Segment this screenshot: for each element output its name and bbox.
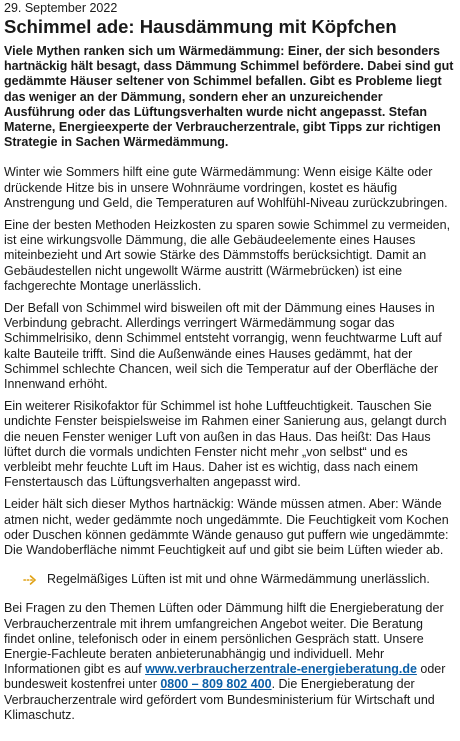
article-title: Schimmel ade: Hausdämmung mit Köpfchen: [4, 16, 397, 37]
website-link[interactable]: www.verbraucherzentrale-energieberatung.de: [145, 662, 417, 677]
paragraph: Eine der besten Methoden Heizkosten zu sparen sowie Schimmel zu vermeiden, ist eine wirkungsvolle Dämmung, die alle Gebäudeelemente eines Hauses miteinbezieht und Art sowie Stärke des Dämmstoffs berücksichtigt. Damit an Gebäudestellen nicht ungewollt Wärme austritt (Wärmebrücken) ist eine fachgerechte Montage unerlässlich.: [4, 218, 451, 293]
phone-link[interactable]: 0800 – 809 802 400: [160, 677, 272, 692]
paragraph: Leider hält sich dieser Mythos hartnäckig: Wände müssen atmen. Aber: Wände atmen nicht, weder gedämmte noch ungedämmte. Die Feuchtigkeit vom Kochen oder Duschen können gedämmte Wände genauso gut puffern wie ungedämmte: Die Wandoberfläche nimmt Feuchtigkeit auf und gibt sie beim Lüften wieder ab.: [4, 497, 449, 558]
closing-text: . Die Energieberatung der Verbraucherzentrale wird gefördert vom Bundesministerium für Wirtschaft und Klimaschutz.: [4, 677, 435, 722]
closing-paragraph: [4, 601, 454, 723]
article-date: 29. September 2022: [4, 1, 118, 15]
tip-callout: [23, 572, 454, 587]
paragraph: Der Befall von Schimmel wird bisweilen oft mit der Dämmung eines Hauses in Verbindung gebracht. Allerdings verringert Wärmedämmung sogar das Schimmelrisiko, denn Schimmel entsteht vorrangig, wenn feuchtwarme Luft auf kalte Bauteile trifft. Sind die Außenwände eines Hauses gedämmt, hat der Schimmel schlechte Chancen, weil sich die Temperatur auf der Oberfläche der Innenwand erhöht.: [4, 301, 442, 392]
paragraph: Ein weiterer Risikofaktor für Schimmel ist hohe Luftfeuchtigkeit. Tauschen Sie undichte Fenster beispielsweise im Rahmen einer Sanierung aus, gelangt durch die neuen Fenster weniger Luft von außen in das Haus. Das heißt: Das Haus lüftet durch die vormals undichten Fenster nicht mehr „von selbst“ und es verbleibt mehr feuchte Luft im Haus. Daher ist es wichtig, dass nach einem Fenstertausch das Lüftungsverhalten angepasst wird.: [4, 399, 447, 490]
closing-text: oder bundesweit kostenfrei unter: [4, 662, 446, 692]
paragraph: Winter wie Sommers hilft eine gute Wärmedämmung: Wenn eisige Kälte oder drückende Hitze bis in unsere Wohnräume vordringen, kostet es häufig Anstrengung und Geld, die Temperaturen auf Wohlfühl-Niveau zurückzubringen.: [4, 165, 448, 210]
article-lead: Viele Mythen ranken sich um Wärmedämmung: Einer, der sich besonders hartnäckig hält besagt, dass Dämmung Schimmel befördere. Dabei sind gut gedämmte Häuser seltener von Schimmel befallen. Gibt es Probleme liegt das weniger an der Dämmung, sondern eher an unzureichender Ausführung oder das Lüftungsverhalten wurde nicht angepasst. Stefan Materne, Energieexperte der Verbraucherzentrale, gibt Tipps zur richtigen Strategie in Sachen Wärmedämmung.: [4, 44, 454, 150]
tip-text: Regelmäßiges Lüften ist mit und ohne Wärmedämmung unerlässlich.: [47, 572, 430, 587]
arrow-right-icon: [23, 574, 37, 586]
closing-text: Bei Fragen zu den Themen Lüften oder Dämmung hilft die Energieberatung der Verbraucherzentrale mit ihrem umfangreichen Angebot weiter. Die Beratung findet online, telefonisch oder in einem persönlichen Gespräch statt. Unsere Energie-Fachleute beraten anbieterunabhängig und individuell. Mehr Informationen gibt es auf: [4, 601, 444, 677]
